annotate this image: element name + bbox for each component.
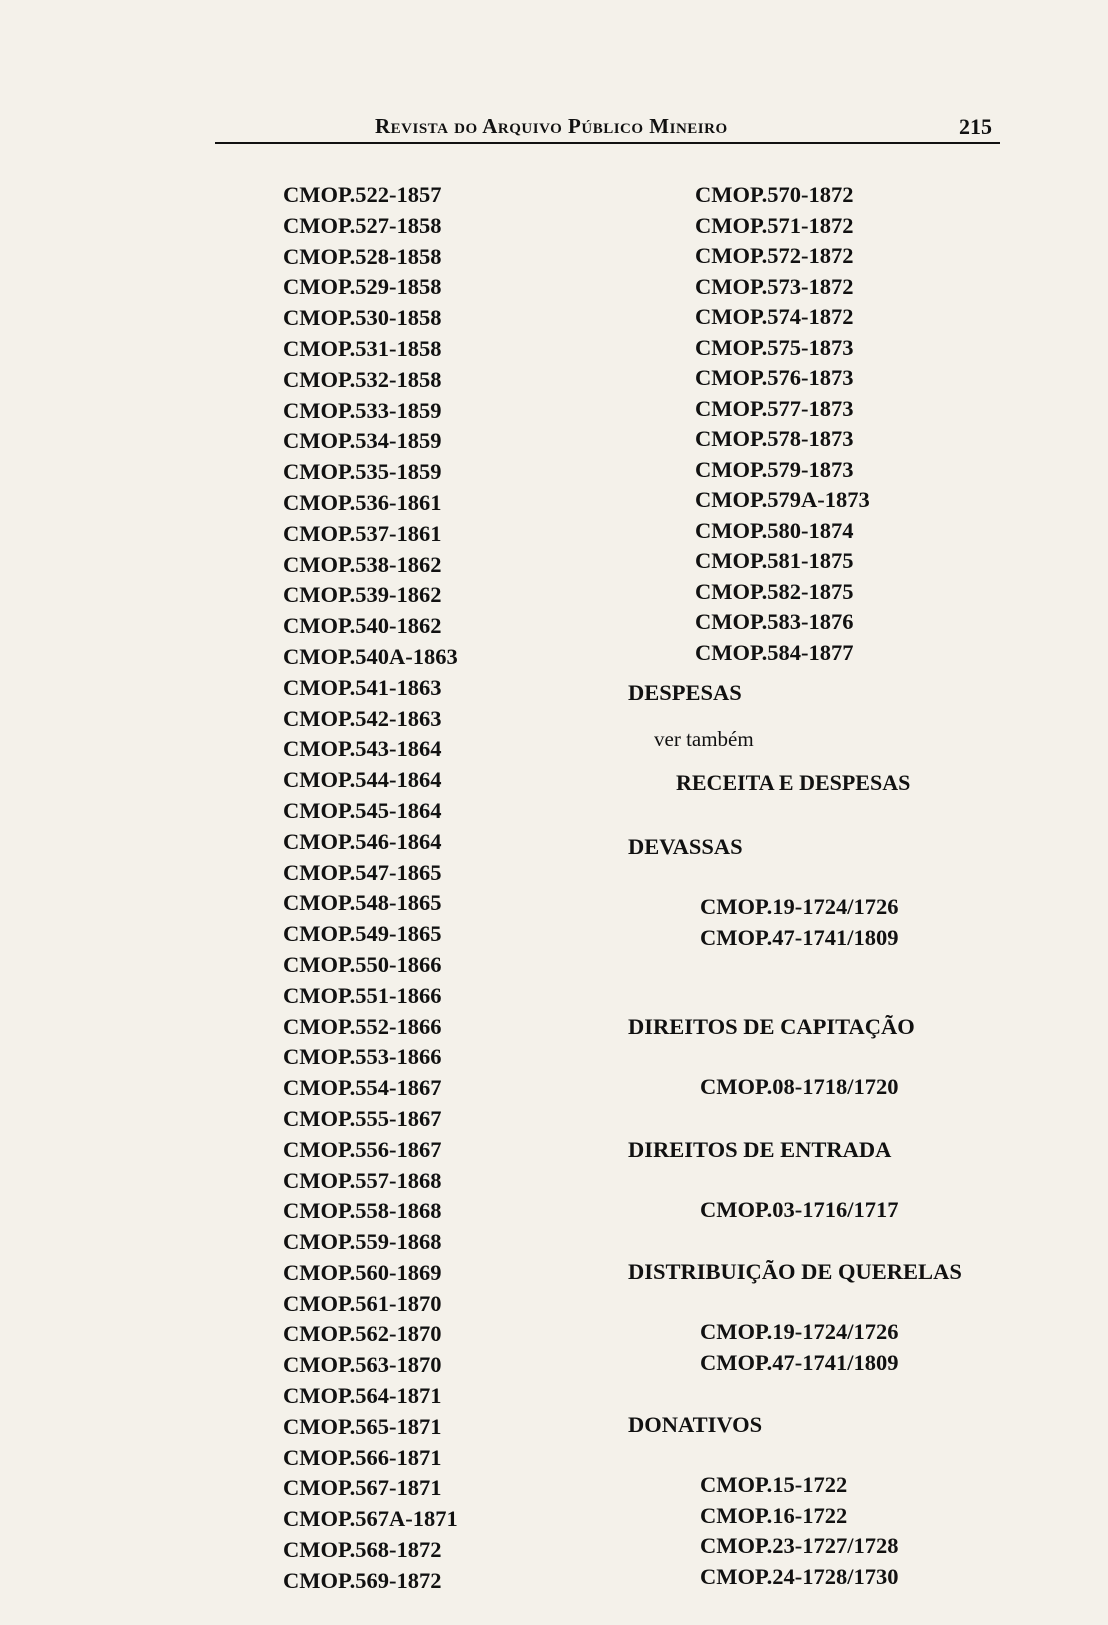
code-entry: CMOP.555-1867 bbox=[283, 1105, 442, 1131]
code-entry: CMOP.533-1859 bbox=[283, 397, 442, 423]
code-entry: CMOP.540-1862 bbox=[283, 613, 442, 639]
entry-devassas bbox=[628, 832, 1018, 953]
entry-donativos bbox=[628, 1410, 1018, 1592]
entry-code: CMOP.16-1722 bbox=[700, 1502, 848, 1528]
code-entry: CMOP.522-1857 bbox=[283, 182, 442, 207]
code-entry: CMOP.535-1859 bbox=[283, 459, 442, 485]
see-also-reference: RECEITA E DESPESAS bbox=[676, 770, 911, 795]
code-entry: CMOP.577-1873 bbox=[695, 395, 854, 421]
code-entry: CMOP.562-1870 bbox=[283, 1321, 442, 1347]
journal-title: Revista do Arquivo Público Mineiro bbox=[375, 114, 728, 138]
code-entry: CMOP.558-1868 bbox=[283, 1198, 442, 1224]
code-entry: CMOP.567-1871 bbox=[283, 1475, 442, 1501]
entry-code: CMOP.47-1741/1809 bbox=[700, 924, 899, 950]
entry-direitos-capitacao bbox=[628, 1012, 1018, 1103]
entry-code: CMOP.08-1718/1720 bbox=[700, 1074, 899, 1099]
entry-direitos-entrada bbox=[628, 1135, 1018, 1226]
code-entry: CMOP.547-1865 bbox=[283, 859, 442, 885]
code-entry: CMOP.569-1872 bbox=[283, 1567, 442, 1593]
code-entry: CMOP.553-1866 bbox=[283, 1044, 442, 1070]
code-entry: CMOP.529-1858 bbox=[283, 274, 442, 300]
code-entry: CMOP.548-1865 bbox=[283, 890, 442, 916]
code-entry: CMOP.575-1873 bbox=[695, 334, 854, 360]
entry-code: CMOP.24-1728/1730 bbox=[700, 1563, 899, 1589]
left-column-codes bbox=[283, 180, 583, 1597]
code-entry: CMOP.560-1869 bbox=[283, 1259, 442, 1285]
code-entry: CMOP.567A-1871 bbox=[283, 1506, 458, 1532]
code-entry: CMOP.540A-1863 bbox=[283, 643, 458, 669]
code-entry: CMOP.541-1863 bbox=[283, 674, 442, 700]
code-entry: CMOP.549-1865 bbox=[283, 921, 442, 947]
code-entry: CMOP.579-1873 bbox=[695, 456, 854, 482]
code-entry: CMOP.551-1866 bbox=[283, 982, 442, 1008]
code-entry: CMOP.538-1862 bbox=[283, 551, 442, 577]
code-entry: CMOP.534-1859 bbox=[283, 428, 442, 454]
code-entry: CMOP.556-1867 bbox=[283, 1136, 442, 1162]
code-entry: CMOP.573-1872 bbox=[695, 273, 854, 299]
code-entry: CMOP.574-1872 bbox=[695, 304, 854, 329]
code-entry: CMOP.584-1877 bbox=[695, 639, 854, 665]
code-entry: CMOP.543-1864 bbox=[283, 736, 442, 762]
code-entry: CMOP.552-1866 bbox=[283, 1013, 442, 1039]
entry-code: CMOP.15-1722 bbox=[700, 1472, 848, 1497]
entry-code: CMOP.23-1727/1728 bbox=[700, 1533, 899, 1558]
entry-heading: DONATIVOS bbox=[628, 1412, 763, 1437]
code-entry: CMOP.528-1858 bbox=[283, 243, 442, 269]
entry-code: CMOP.47-1741/1809 bbox=[700, 1349, 899, 1375]
code-entry: CMOP.571-1872 bbox=[695, 212, 854, 238]
code-entry: CMOP.582-1875 bbox=[695, 578, 854, 604]
entry-despesas bbox=[628, 678, 1018, 798]
code-entry: CMOP.531-1858 bbox=[283, 335, 442, 361]
running-header bbox=[215, 112, 1000, 144]
code-entry: CMOP.579A-1873 bbox=[695, 487, 870, 512]
code-entry: CMOP.583-1876 bbox=[695, 609, 854, 634]
code-entry: CMOP.564-1871 bbox=[283, 1383, 442, 1409]
code-entry: CMOP.532-1858 bbox=[283, 366, 442, 392]
page-number: 215 bbox=[959, 114, 992, 139]
code-entry: CMOP.570-1872 bbox=[695, 182, 854, 207]
code-entry: CMOP.554-1867 bbox=[283, 1075, 442, 1101]
right-column-codes bbox=[695, 180, 995, 668]
code-entry: CMOP.527-1858 bbox=[283, 212, 442, 238]
code-entry: CMOP.563-1870 bbox=[283, 1352, 442, 1378]
code-entry: CMOP.530-1858 bbox=[283, 305, 442, 331]
code-entry: CMOP.557-1868 bbox=[283, 1167, 442, 1193]
code-entry: CMOP.568-1872 bbox=[283, 1537, 442, 1563]
code-entry: CMOP.539-1862 bbox=[283, 582, 442, 608]
see-also-label: ver também bbox=[654, 727, 754, 751]
code-entry: CMOP.544-1864 bbox=[283, 767, 442, 793]
code-entry: CMOP.565-1871 bbox=[283, 1413, 442, 1439]
code-entry: CMOP.576-1873 bbox=[695, 365, 854, 390]
code-entry: CMOP.559-1868 bbox=[283, 1229, 442, 1255]
entry-heading: DEVASSAS bbox=[628, 834, 743, 859]
code-entry: CMOP.581-1875 bbox=[695, 548, 854, 573]
entry-heading: DIREITOS DE CAPITAÇÃO bbox=[628, 1014, 915, 1039]
entry-heading: DESPESAS bbox=[628, 680, 742, 705]
code-entry: CMOP.537-1861 bbox=[283, 520, 442, 546]
code-entry: CMOP.561-1870 bbox=[283, 1290, 442, 1316]
code-entry: CMOP.536-1861 bbox=[283, 489, 442, 515]
code-entry: CMOP.580-1874 bbox=[695, 517, 854, 543]
entry-code: CMOP.03-1716/1717 bbox=[700, 1197, 899, 1222]
code-entry: CMOP.545-1864 bbox=[283, 797, 442, 823]
entry-code: CMOP.19-1724/1726 bbox=[700, 894, 899, 919]
code-entry: CMOP.546-1864 bbox=[283, 828, 442, 854]
code-entry: CMOP.566-1871 bbox=[283, 1444, 442, 1470]
code-entry: CMOP.542-1863 bbox=[283, 705, 442, 731]
entry-distribuicao-querelas bbox=[628, 1257, 1018, 1378]
entry-heading: DIREITOS DE ENTRADA bbox=[628, 1137, 892, 1162]
code-entry: CMOP.550-1866 bbox=[283, 951, 442, 977]
code-entry: CMOP.578-1873 bbox=[695, 426, 854, 451]
entry-heading: DISTRIBUIÇÃO DE QUERELAS bbox=[628, 1259, 962, 1284]
entry-code: CMOP.19-1724/1726 bbox=[700, 1319, 899, 1344]
code-entry: CMOP.572-1872 bbox=[695, 243, 854, 268]
